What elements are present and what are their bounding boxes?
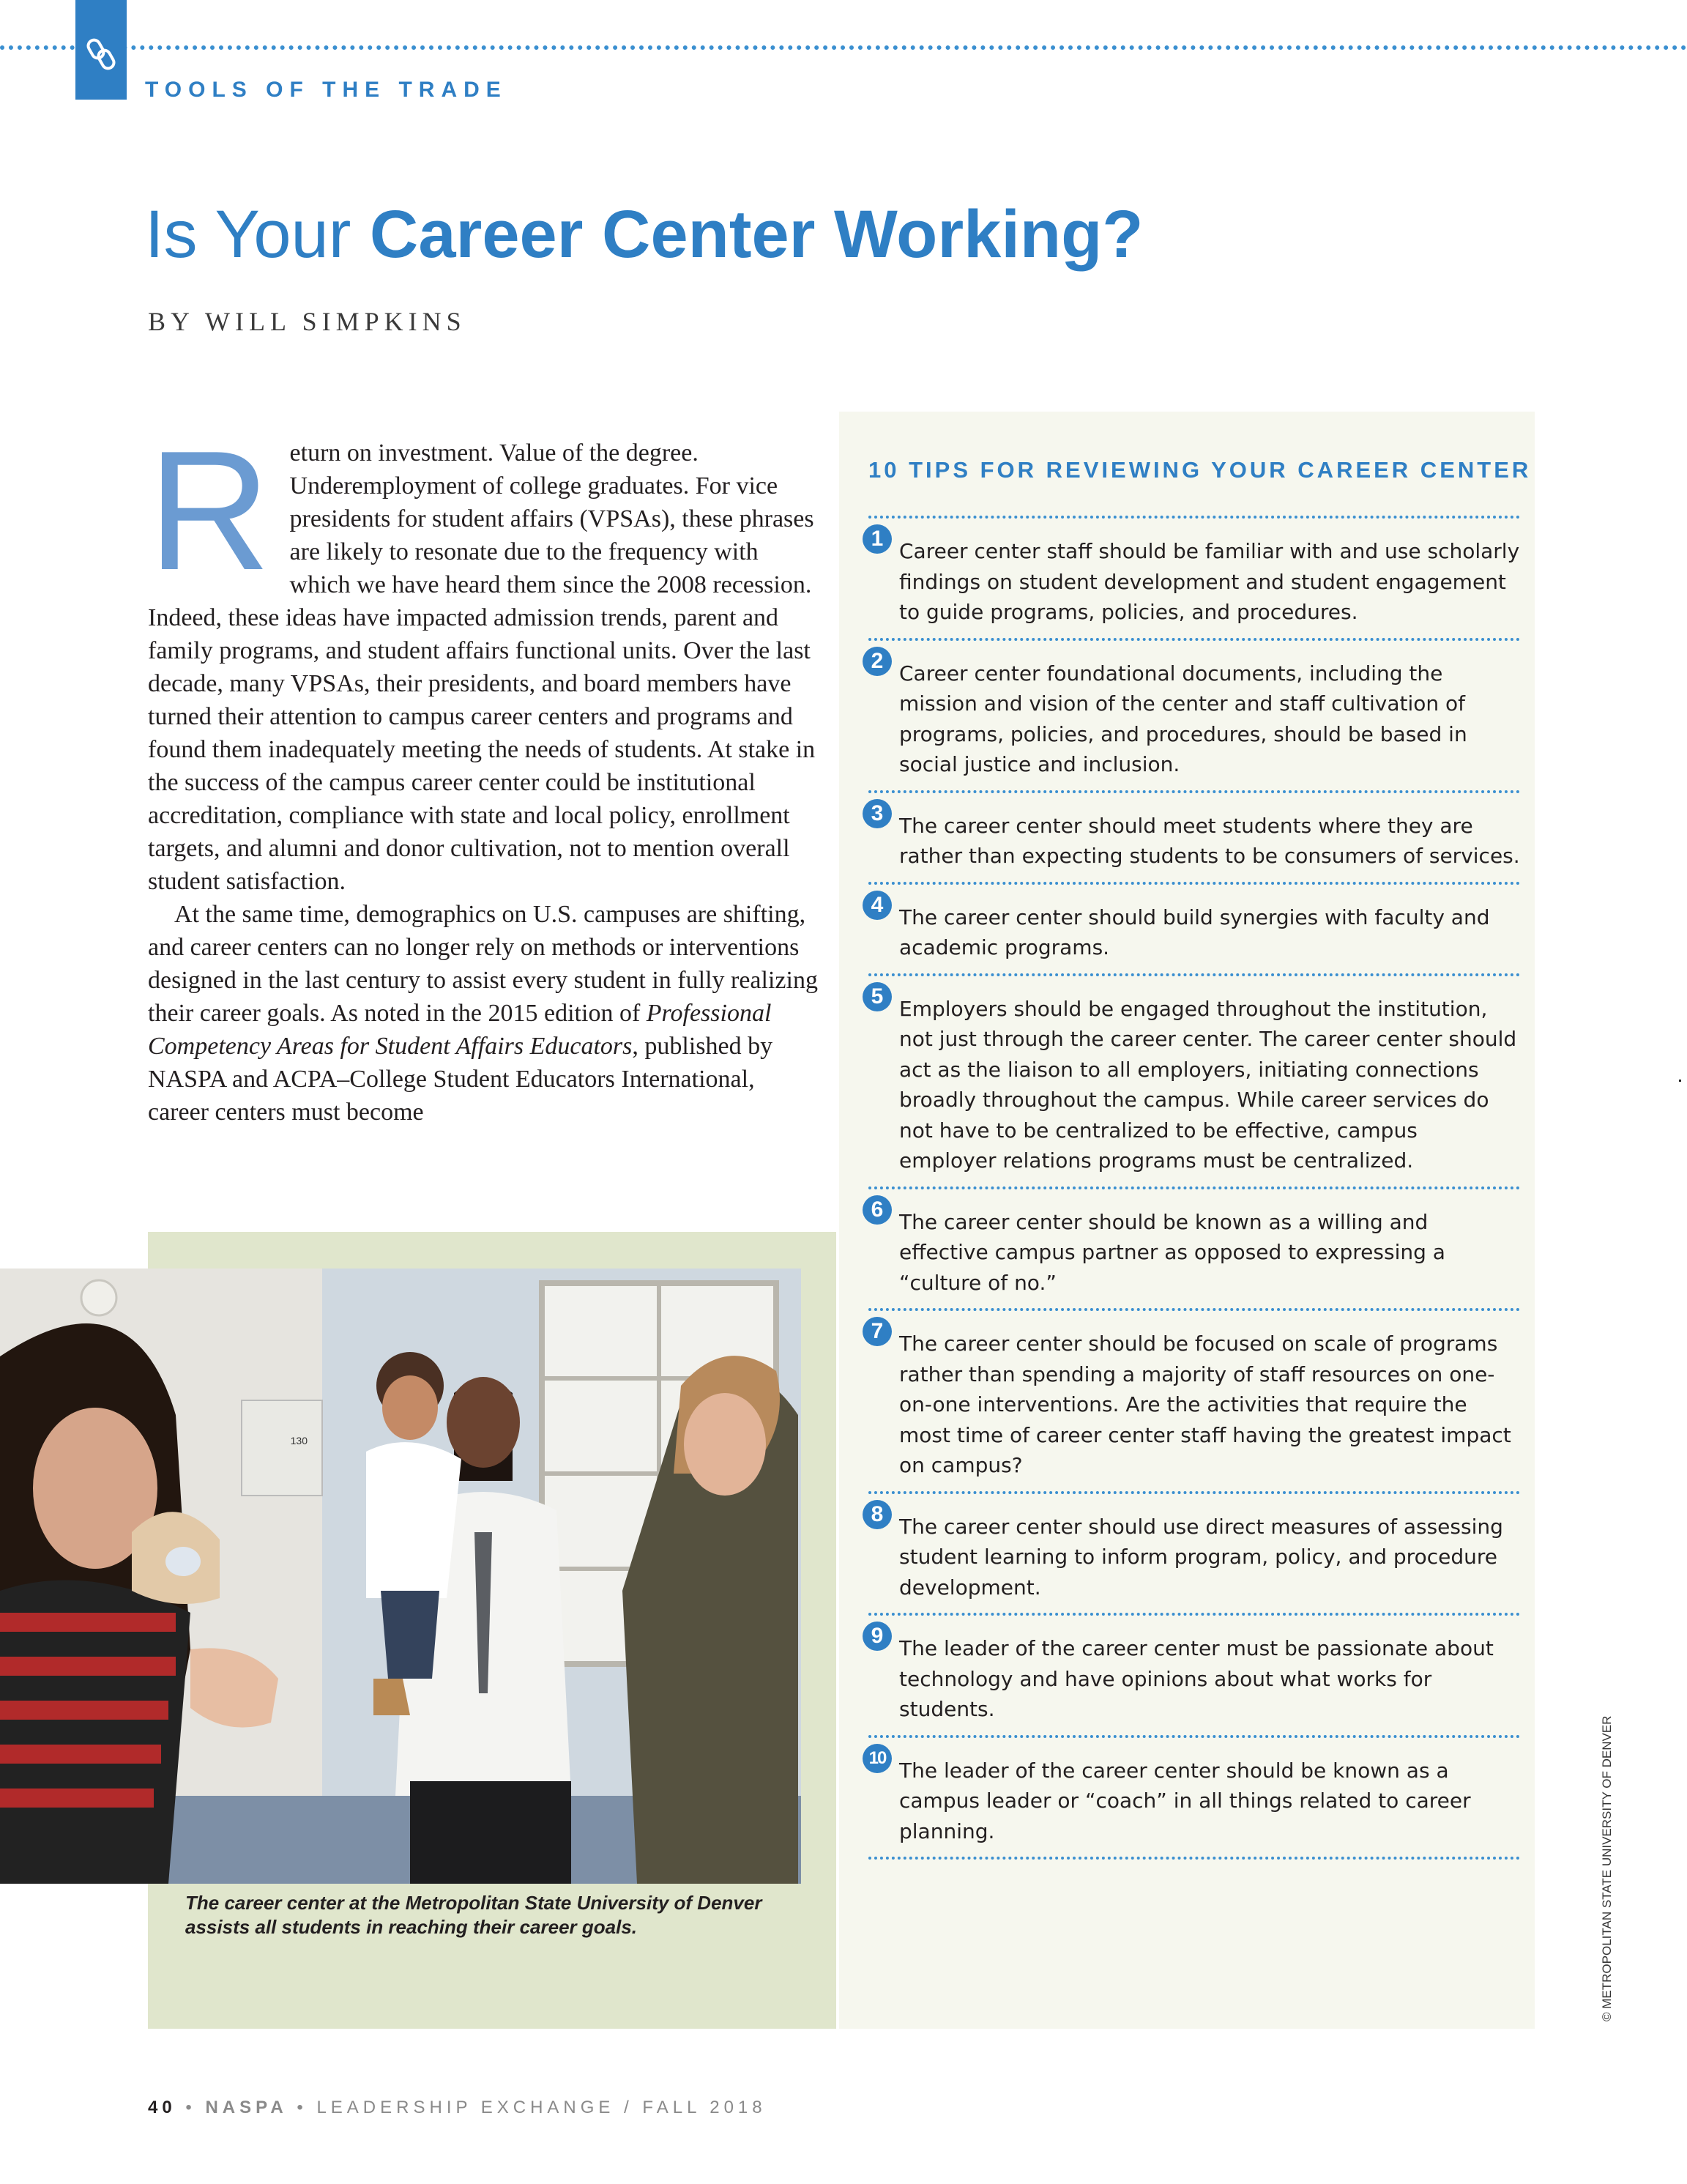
- tip-text: Career center staff should be familiar with and use scholarly findings on student development and student engagement to guide programs, policies, and procedures.: [899, 539, 1520, 624]
- tip-item: [868, 973, 1520, 1186]
- title-bold: Career Center Working?: [369, 197, 1144, 272]
- tip-number: 4: [863, 891, 892, 920]
- tips-sidebar: [839, 412, 1535, 2029]
- header-dotted-rule: [0, 45, 1687, 50]
- byline: BY WILL SIMPKINS: [148, 307, 466, 336]
- photo-credit: © METROPOLITAN STATE UNIVERSITY OF DENVER: [1600, 1715, 1614, 2021]
- tip-item: [868, 638, 1520, 790]
- tip-number: 2: [863, 647, 892, 676]
- body-paragraph-2: [148, 898, 822, 1129]
- career-center-photo: [0, 1269, 801, 1884]
- tip-text: The leader of the career center should be known as a campus leader or “coach” in all things related to career planning.: [899, 1758, 1471, 1843]
- tip-text: The career center should use direct measures of assessing student learning to inform program, policy, and procedure development.: [899, 1514, 1503, 1600]
- tip-text: The leader of the career center must be passionate about technology and have opinions about what works for students.: [899, 1636, 1494, 1721]
- body-paragraph-1: [148, 416, 822, 898]
- page-number: 40: [148, 2098, 176, 2117]
- tip-item: [868, 1308, 1520, 1491]
- tip-number: 6: [863, 1195, 892, 1225]
- page-footer: [148, 2098, 767, 2118]
- footer-publication: LEADERSHIP EXCHANGE / FALL 2018: [316, 2098, 767, 2117]
- tip-item: [868, 1735, 1520, 1860]
- tip-item: [868, 1613, 1520, 1735]
- tip-number: 5: [863, 982, 892, 1011]
- tip-item: [868, 882, 1520, 973]
- body-p2-end: , published by NASPA and ACPA–College Student Educators International, career centers must become: [148, 1033, 773, 1126]
- sign-number: 130: [290, 1435, 308, 1446]
- logo-tab: [75, 0, 127, 100]
- tip-number: 9: [863, 1622, 892, 1651]
- tip-text: Employers should be engaged throughout the institution, not just through the career center. The career center should act as the liaison to all employers, initiating connections broadly throughout the campus. While career services do not have to be centralized to be effective, campus employer relations programs must be centralized.: [899, 996, 1517, 1173]
- tip-number: 3: [863, 799, 892, 828]
- publication-title: Professional Competency Areas for Student Affairs Educators: [148, 1000, 772, 1060]
- footer-brand: NASPA: [205, 2098, 288, 2117]
- body-main: For vice presidents for student affairs (VPSAs), these phrases are likely to resonate due to the frequency with which we have heard them since the 2008 recession. Indeed, these ideas have impacted admission trends, parent and family programs, and student affairs functional units. Over the last decade, many VPSAs, their presidents, and board members have turned their attention to campus career centers and programs and found them inadequately meeting the needs of students. At stake in the success of the campus career center could be institutional accreditation, compliance with state and local policy, enrollment targets, and alumni and donor cultivation, not to mention overall student satisfaction.: [148, 472, 816, 895]
- article-title: [145, 194, 1143, 275]
- edge-mark: [1679, 1080, 1681, 1082]
- body-p2-start: At the same time, demographics on U.S. campuses are shifting, and career centers can no longer rely on methods or interventions designed in the last century to assist every student in fully realizing their career goals. As noted in the 2015 edition of: [148, 901, 818, 1027]
- tip-text: The career center should meet students where they are rather than expecting students to be consumers of services.: [899, 813, 1520, 868]
- section-label: TOOLS OF THE TRADE: [145, 78, 507, 102]
- article-body: [148, 416, 822, 1129]
- tip-text: The career center should build synergies with faculty and academic programs.: [899, 905, 1490, 959]
- tip-number: 8: [863, 1500, 892, 1529]
- tip-number: 7: [863, 1317, 892, 1346]
- tip-text: The career center should be known as a willing and effective campus partner as opposed to expressing a “culture of no.”: [899, 1209, 1445, 1295]
- tip-text: The career center should be focused on scale of programs rather than spending a majority of staff resources on one-on-one interventions. Are the activities that require the most time of career center staff having the greatest impact on campus?: [899, 1331, 1511, 1477]
- title-light: Is Your: [145, 197, 370, 272]
- drop-cap: R: [148, 416, 271, 606]
- tip-number: 1: [863, 524, 892, 554]
- chain-link-icon: [86, 38, 116, 70]
- body-lead: eturn on investment. Value of the degree. Underemployment of college graduates.: [289, 439, 699, 499]
- tip-number: 10: [863, 1744, 892, 1773]
- tip-item: [868, 1186, 1520, 1309]
- tip-item: [868, 790, 1520, 882]
- tip-text: Career center foundational documents, including the mission and vision of the center and staff cultivation of programs, policies, and procedures, should be based in social justice and inclusion.: [899, 661, 1467, 776]
- footer-separator: •: [176, 2098, 206, 2117]
- tips-list: [868, 516, 1520, 1860]
- footer-separator: •: [287, 2098, 317, 2117]
- photo-caption: The career center at the Metropolitan State University of Denver assists all students in reaching their career goals.: [185, 1892, 762, 1938]
- tip-item: [868, 516, 1520, 638]
- tip-item: [868, 1491, 1520, 1613]
- sidebar-title: 10 TIPS FOR REVIEWING YOUR CAREER CENTER: [868, 457, 1532, 483]
